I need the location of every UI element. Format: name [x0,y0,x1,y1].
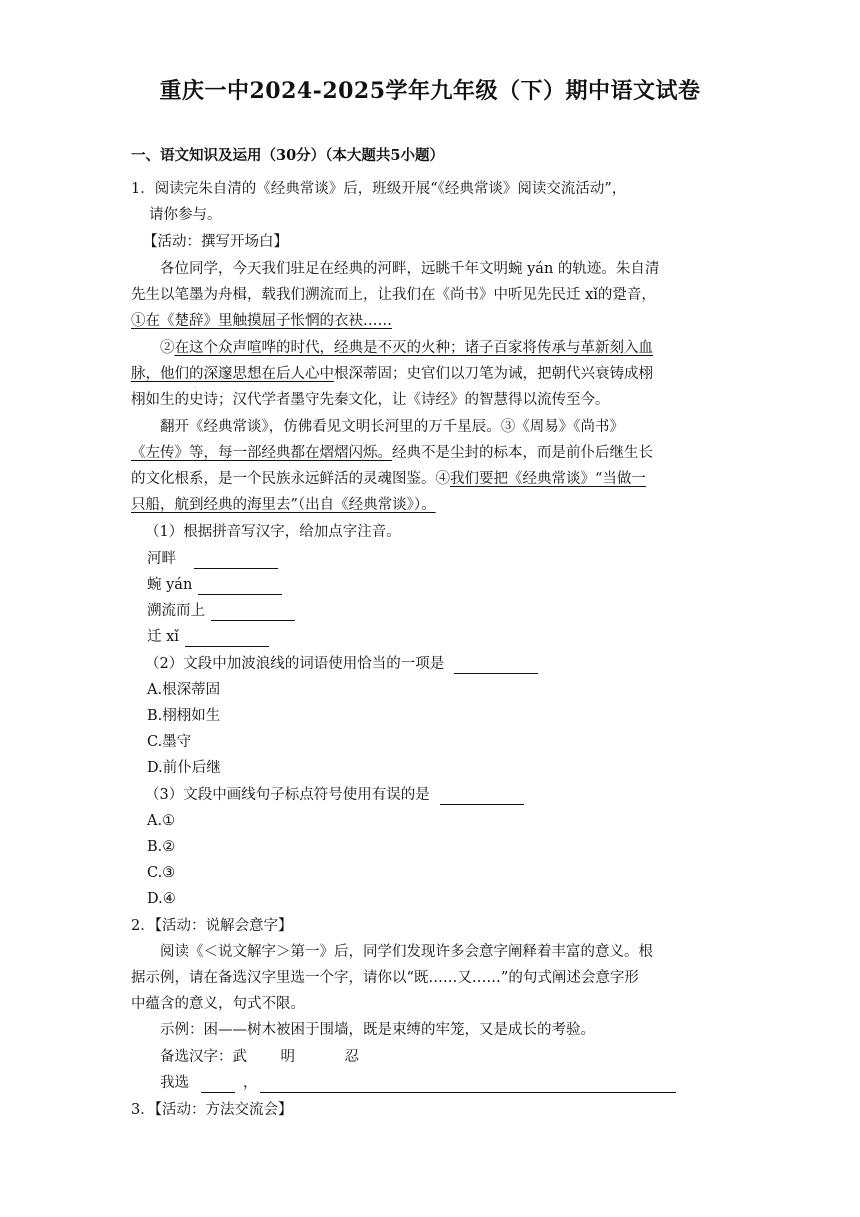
explanation-blank[interactable] [260,1076,676,1093]
candidate-wu: 武 [232,1049,247,1065]
q2-answer-row [160,1073,676,1093]
q1-activity: 【活动：撰写开场白】 [143,234,288,250]
underlined-sentence-4: 我们要把《经典常谈》“当做一 [450,471,646,487]
word-row-3 [147,601,295,621]
q2-line1: 阅读《＜说文解字＞第一》后，同学们发现许多会意字阐释着丰富的意义。根 [160,944,653,960]
q1-p1-line2: 先生以笔墨为舟楫，载我们溯流而上，让我们在《尚书》中听见先民迁 xǐ的跫音， [131,287,656,303]
candidate-ming: 明 [280,1049,295,1065]
q1-sub1: （1）根据拼音写汉字，给加点字注音。 [145,524,401,540]
option-b[interactable]: B.② [147,839,176,855]
answer-blank-1[interactable] [194,552,278,569]
wavy-word: 根深蒂固 [334,366,392,382]
q3-heading: 3．【活动：方法交流会】 [131,1102,293,1118]
word-qianxi: 迁 xǐ [147,629,179,645]
q1-p1-line3: ①在《楚辞》里触摸屈子怅惘的衣袂…… [131,313,392,329]
q1-sub3: （3）文段中画线句子标点符号使用有误的是 [145,787,430,803]
option-d[interactable]: D.④ [147,891,176,907]
word-row-4 [147,627,269,647]
option-c[interactable]: C.墨守 [147,734,192,750]
q1-p2-line2-rest: ；史官们以刀笔为诫，把朝代兴衰铸成栩 [392,366,653,382]
q1-intro: 1．阅读完朱自清的《经典常谈》后，班级开展“《经典常谈》阅读交流活动”， [131,181,627,197]
word-suliu: 溯流而上 [147,603,205,619]
answer-blank-sub3[interactable] [440,788,524,805]
option-b[interactable]: B.栩栩如生 [147,708,221,724]
q1-sub3-row [145,785,524,805]
q1-p3-line2-rest: 经典不是尘封的标本，而是前仆后继生长 [392,445,653,461]
comma: ， [243,1075,258,1091]
option-a[interactable]: A.① [147,813,176,829]
q1-intro-cont: 请你参与。 [149,207,222,223]
answer-blank-4[interactable] [185,630,269,647]
q1-p2-line3: 栩如生的史诗；汉代学者墨守先秦文化，让《诗经》的智慧得以流传至今。 [131,392,610,408]
option-d[interactable]: D.前仆后继 [147,760,221,776]
q2-heading: 2．【活动：说解会意字】 [131,918,293,934]
underlined-sentence: 在这个众声喧哗的时代，经典是不灭的火种；诸子百家将传承与革新刻入血 [174,340,653,356]
underlined-sentence-cont: 脉，他们的深邃思想在后人心中 [131,366,334,382]
q1-p3-line4: 只船，航到经典的海里去”（出自《经典常谈》）。 [131,497,436,513]
q1-p1-line1: 各位同学，今天我们驻足在经典的河畔，远眺千年文明蜿 yán 的轨迹。朱自清 [160,261,660,277]
answer-blank-3[interactable] [211,604,295,621]
q1-sub2: （2）文段中加波浪线的词语使用恰当的一项是 [145,656,445,672]
q2-candidates [160,1047,359,1067]
word-wanyan: 蜿 yán [147,577,193,593]
candidate-ren: 忍 [344,1049,359,1065]
candidates-label: 备选汉字： [160,1049,233,1065]
marker-2: ② [160,340,175,356]
answer-blank-2[interactable] [198,578,282,595]
answer-blank-sub2[interactable] [454,657,538,674]
option-a[interactable]: A.根深蒂固 [147,682,221,698]
word-hepan: 河畔 [147,551,176,567]
q1-p3-line1: 翻开《经典常谈》，仿佛看见文明长河里的万千星辰。③《周易》《尚书》 [160,419,624,435]
q1-sub2-row [145,654,538,674]
page-title: 重庆一中2024-2025学年九年级（下）期中语文试卷 [159,78,701,104]
q1-p3-line2 [131,443,653,463]
choose-label: 我选 [160,1075,189,1091]
q1-p2-line2 [131,364,653,384]
word-row-2 [147,575,282,595]
q1-p3-line3 [131,469,646,489]
word-row-1 [147,549,278,569]
q1-p2-line1 [160,338,653,358]
q2-line2: 据示例，请在备选汉字里选一个字，请你以“既……又……”的句式阐述会意字形 [131,970,639,986]
option-c[interactable]: C.③ [147,865,176,881]
underlined-sentence-3: 《左传》等，每一部经典都在熠熠闪烁。 [131,445,392,461]
q2-example: 示例：困——树木被困于围墙，既是束缚的牢笼，又是成长的考验。 [160,1022,595,1038]
section-heading: 一、语文知识及运用（30分）（本大题共5小题） [131,147,445,164]
chosen-char-blank[interactable] [201,1076,235,1093]
q2-line3: 中蕴含的意义，句式不限。 [131,996,305,1012]
q1-p3-line3-text: 的文化根系，是一个民族永远鲜活的灵魂图鉴。④ [131,471,450,487]
